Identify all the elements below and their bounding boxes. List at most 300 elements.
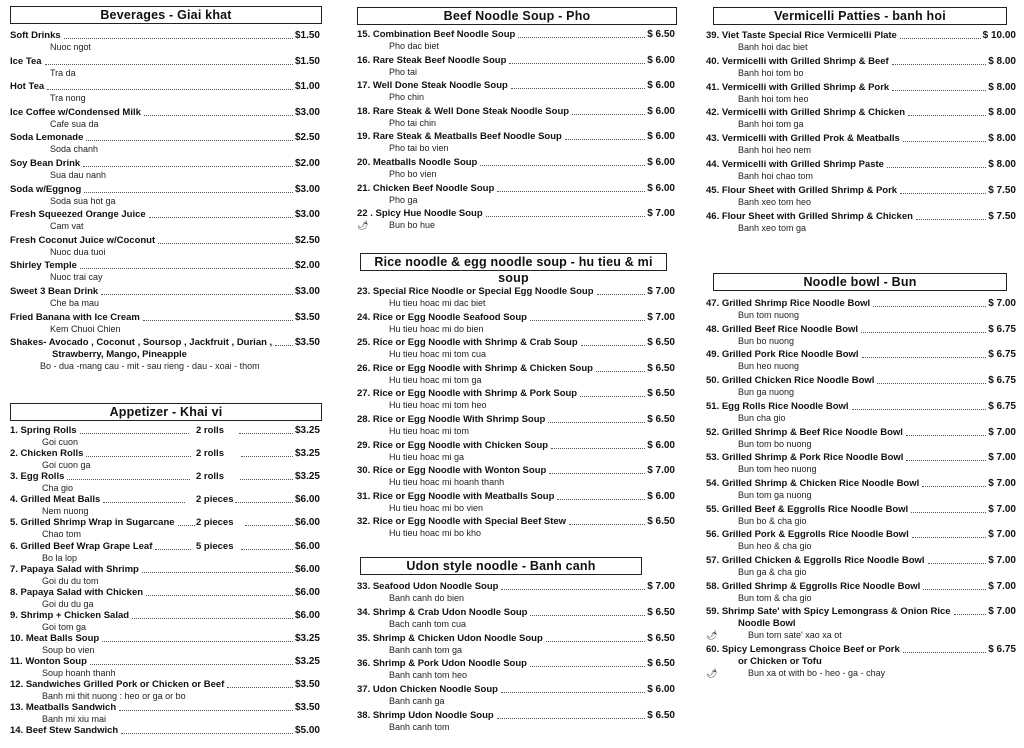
menu-item-qty: 2 rolls bbox=[196, 448, 224, 460]
menu-item-row bbox=[10, 184, 320, 196]
menu-item-name: 34. Shrimp & Crab Udon Noodle Soup bbox=[357, 606, 528, 618]
menu-item-vietnamese-name: Banh hoi tom ga bbox=[738, 119, 804, 130]
leader-dots bbox=[569, 524, 645, 525]
leader-dots bbox=[241, 549, 293, 550]
menu-item-name: 8. Papaya Salad with Chicken bbox=[10, 586, 144, 598]
menu-item-vietnamese-name: Banh xeo tom ga bbox=[738, 222, 807, 233]
menu-item bbox=[706, 427, 1016, 450]
menu-item-price: $ 6.50 bbox=[647, 658, 675, 670]
leader-dots bbox=[551, 448, 645, 449]
menu-item-name-continued: Noodle Bowl bbox=[738, 618, 796, 630]
menu-item-name: Shakes- Avocado , Coconut , Soursop , Jackfruit , Durian , bbox=[10, 337, 273, 349]
leader-dots bbox=[245, 525, 293, 526]
menu-item-vietnamese-name: Banh xeo tom heo bbox=[738, 196, 812, 207]
menu-item-qty: 5 pieces bbox=[196, 540, 234, 552]
menu-item-vietnamese-name: Banh mi thit nuong : heo or ga or bo bbox=[42, 691, 186, 702]
menu-item-name: 22 . Spicy Hue Noodle Soup bbox=[357, 208, 483, 220]
menu-item-vietnamese-name: Banh canh tom bbox=[389, 722, 450, 732]
menu-item bbox=[706, 375, 1016, 398]
leader-dots bbox=[900, 193, 986, 194]
menu-item-name: 7. Papaya Salad with Shrimp bbox=[10, 563, 139, 575]
menu-item-row bbox=[357, 29, 675, 41]
menu-item-name: 25. Rice or Egg Noodle with Shrimp & Crab Soup bbox=[357, 337, 578, 349]
menu-item-price: $ 7.00 bbox=[988, 452, 1016, 464]
menu-item-vietnamese-name: Kem Chuoi Chien bbox=[50, 323, 121, 334]
menu-item-row bbox=[10, 286, 320, 298]
menu-item-name: Soda Lemonade bbox=[10, 132, 84, 144]
leader-dots bbox=[83, 166, 293, 167]
leader-dots bbox=[102, 641, 293, 642]
menu-item-row bbox=[357, 414, 675, 426]
menu-item bbox=[10, 184, 320, 207]
leader-dots bbox=[892, 90, 986, 91]
leader-dots bbox=[90, 664, 293, 665]
menu-item-vietnamese-name: Hu tieu hoac mi ga bbox=[389, 451, 465, 462]
menu-item-row bbox=[10, 633, 320, 645]
menu-item-name: Ice Coffee w/Condensed Milk bbox=[10, 106, 141, 118]
menu-item-vietnamese-name: Bun cha gio bbox=[738, 412, 786, 423]
menu-item-price: $ 6.75 bbox=[988, 323, 1016, 335]
menu-item bbox=[10, 448, 320, 471]
menu-item bbox=[357, 710, 675, 733]
menu-item-vietnamese-name: Bun tom & cha gio bbox=[738, 592, 812, 603]
menu-item-vietnamese-name: Bun tom heo nuong bbox=[738, 464, 817, 475]
menu-item-price: $ 6.00 bbox=[647, 157, 675, 168]
menu-item-name: 14. Beef Stew Sandwich bbox=[10, 725, 119, 737]
leader-dots bbox=[275, 345, 293, 346]
menu-item-vietnamese-name: Banh canh ga bbox=[389, 696, 445, 707]
menu-item-row bbox=[706, 56, 1016, 68]
menu-item bbox=[706, 581, 1016, 604]
menu-item-row bbox=[706, 82, 1016, 94]
menu-item-price: $ 6.75 bbox=[988, 400, 1016, 412]
menu-item bbox=[357, 106, 675, 129]
menu-item bbox=[10, 158, 320, 181]
menu-item-vietnamese-name: Nuoc dua tuoi bbox=[50, 246, 106, 257]
menu-item-price: $ 6.75 bbox=[988, 644, 1016, 656]
menu-item-name: 43. Vermicelli with Grilled Prok & Meatballs bbox=[706, 133, 900, 145]
menu-item-row bbox=[10, 312, 320, 324]
menu-item-vietnamese-name: Soup hoanh thanh bbox=[42, 668, 116, 678]
menu-item bbox=[357, 516, 675, 539]
menu-item-name: 50. Grilled Chicken Rice Noodle Bowl bbox=[706, 375, 875, 387]
menu-item-name: 35. Shrimp & Chicken Udon Noodle Soup bbox=[357, 632, 543, 644]
menu-item-name: Fresh Coconut Juice w/Coconut bbox=[10, 234, 156, 246]
menu-item-price: $6.00 bbox=[294, 540, 320, 552]
menu-item-vietnamese-name: Nuoc trai cay bbox=[50, 272, 103, 283]
menu-item-price: $1.50 bbox=[294, 30, 320, 41]
menu-item-price: $3.50 bbox=[294, 679, 320, 691]
menu-item-price: $ 7.00 bbox=[647, 208, 675, 220]
menu-item-vietnamese-name: Banh canh tom ga bbox=[389, 644, 463, 655]
menu-item-row bbox=[357, 286, 675, 298]
menu-item bbox=[10, 517, 320, 540]
menu-item bbox=[357, 633, 675, 656]
menu-item bbox=[357, 581, 675, 604]
menu-item-vietnamese-name: Bun tom nuong bbox=[738, 310, 800, 320]
menu-item-row bbox=[357, 80, 675, 92]
menu-item bbox=[10, 656, 320, 679]
menu-item bbox=[357, 684, 675, 707]
menu-item-vietnamese-name: Soda chanh bbox=[50, 144, 99, 155]
menu-item-price: $ 7.00 bbox=[647, 581, 675, 592]
menu-item-vietnamese-name: Hu tieu hoac mi tom bbox=[389, 426, 470, 436]
menu-item-row bbox=[706, 504, 1016, 516]
menu-item-name: 59. Shrimp Sate' with Spicy Lemongrass & Onion Rice bbox=[706, 606, 951, 618]
menu-item-vietnamese-name: Hu tieu hoac mi tom cua bbox=[389, 349, 487, 360]
menu-item-price: $ 6.50 bbox=[647, 414, 675, 425]
menu-item bbox=[10, 30, 320, 53]
menu-item-name: 23. Special Rice Noodle or Special Egg Noodle Soup bbox=[357, 286, 594, 297]
menu-item bbox=[706, 107, 1016, 130]
leader-dots bbox=[86, 456, 190, 457]
menu-item bbox=[357, 131, 675, 154]
leader-dots bbox=[877, 383, 986, 384]
menu-item-name: 60. Spicy Lemongrass Choice Beef or Pork bbox=[706, 644, 900, 656]
menu-item-row bbox=[357, 633, 675, 645]
menu-item-vietnamese-name: Tra da bbox=[50, 67, 76, 78]
leader-dots bbox=[887, 167, 986, 168]
menu-item bbox=[706, 324, 1016, 347]
leader-dots bbox=[572, 114, 645, 115]
menu-item-row bbox=[706, 211, 1016, 223]
menu-item-price: $ 6.00 bbox=[647, 490, 675, 502]
menu-item-vietnamese-name: Hu tieu hoac mi dac biet bbox=[389, 298, 486, 308]
menu-item-vietnamese-name: Pho chin bbox=[389, 92, 425, 103]
menu-item-name: 57. Grilled Chicken & Eggrolls Rice Noodle Bowl bbox=[706, 555, 925, 566]
leader-dots bbox=[143, 320, 293, 321]
menu-item-vietnamese-name: Hu tieu hoac mi hoanh thanh bbox=[389, 477, 505, 488]
menu-item-price: $3.00 bbox=[294, 183, 320, 195]
menu-item-vietnamese-name: Pho ga bbox=[389, 194, 418, 205]
menu-item-row bbox=[706, 107, 1016, 119]
menu-item bbox=[10, 286, 320, 309]
menu-item-vietnamese-name: Goi cuon bbox=[42, 437, 79, 447]
menu-item bbox=[357, 208, 675, 231]
menu-item-vietnamese-name: Banh hoi dac biet bbox=[738, 42, 808, 52]
menu-item-row bbox=[357, 183, 675, 195]
menu-item-name: 10. Meat Balls Soup bbox=[10, 632, 100, 644]
menu-item-row bbox=[357, 684, 675, 696]
menu-item-row bbox=[10, 107, 320, 119]
menu-item bbox=[10, 81, 320, 104]
menu-item-vietnamese-name: Cam vat bbox=[50, 221, 84, 232]
menu-item-name: Soy Bean Drink bbox=[10, 158, 81, 169]
menu-item-price: $3.25 bbox=[294, 448, 320, 460]
menu-item-vietnamese-name: Bun tom ga nuong bbox=[738, 489, 812, 500]
menu-item-vietnamese-name: Bun ga & cha gio bbox=[738, 567, 807, 577]
menu-item-vietnamese-name: Banh canh tom heo bbox=[389, 670, 468, 681]
menu-item-row bbox=[357, 363, 675, 375]
leader-dots bbox=[912, 537, 986, 538]
leader-dots bbox=[565, 139, 645, 140]
menu-item-row bbox=[706, 478, 1016, 490]
menu-item bbox=[357, 337, 675, 360]
menu-item-price: $ 7.00 bbox=[988, 606, 1016, 618]
menu-item-row bbox=[357, 388, 675, 400]
menu-item bbox=[706, 452, 1016, 475]
leader-dots bbox=[511, 88, 645, 89]
leader-dots bbox=[892, 64, 987, 65]
menu-item-price: $ 7.00 bbox=[647, 311, 675, 323]
menu-item-price: $3.50 bbox=[294, 337, 320, 349]
menu-item bbox=[706, 401, 1016, 424]
menu-item-price: $6.00 bbox=[294, 517, 320, 529]
leader-dots bbox=[241, 456, 293, 457]
menu-item bbox=[357, 80, 675, 103]
menu-item-price: $ 6.00 bbox=[647, 80, 675, 92]
menu-item-row bbox=[357, 658, 675, 670]
menu-item bbox=[357, 363, 675, 386]
menu-item-price: $ 6.75 bbox=[988, 375, 1016, 387]
leader-dots bbox=[596, 371, 645, 372]
menu-item bbox=[10, 471, 320, 494]
menu-item-vietnamese-name: Pho dac biet bbox=[389, 41, 440, 51]
menu-item-vietnamese-name: Goi du du ga bbox=[42, 598, 94, 609]
leader-dots bbox=[103, 502, 184, 503]
menu-item-name: 13. Meatballs Sandwich bbox=[10, 702, 117, 714]
menu-item-row bbox=[357, 607, 675, 619]
menu-item-name: 56. Grilled Pork & Eggrolls Rice Noodle Bowl bbox=[706, 529, 909, 541]
menu-item-vietnamese-name: Pho bo vien bbox=[389, 169, 437, 179]
menu-item-name: 20. Meatballs Noodle Soup bbox=[357, 157, 478, 168]
menu-item bbox=[706, 529, 1016, 552]
menu-item-row bbox=[357, 465, 675, 477]
menu-item bbox=[706, 56, 1016, 79]
leader-dots bbox=[80, 268, 293, 269]
leader-dots bbox=[132, 618, 293, 619]
menu-item-vietnamese-name: Pho tai bbox=[389, 66, 418, 77]
menu-item-price: $ 7.00 bbox=[647, 465, 675, 477]
menu-item-name: 48. Grilled Beef Rice Noodle Bowl bbox=[706, 323, 859, 335]
menu-item bbox=[357, 312, 675, 335]
menu-item-price: $2.00 bbox=[294, 158, 320, 169]
menu-item-vietnamese-name: Soda sua hot ga bbox=[50, 195, 116, 206]
menu-item bbox=[357, 55, 675, 78]
leader-dots bbox=[235, 502, 293, 503]
menu-item-name-continued: Strawberry, Mango, Pineapple bbox=[52, 349, 187, 361]
menu-item-row bbox=[706, 555, 1016, 567]
menu-item-row bbox=[706, 349, 1016, 361]
leader-dots bbox=[227, 687, 293, 688]
menu-item-price: $ 8.00 bbox=[988, 81, 1016, 93]
leader-dots bbox=[903, 652, 986, 653]
menu-item-name: 19. Rare Steak & Meatballs Beef Noodle Soup bbox=[357, 131, 562, 143]
menu-item-name: 6. Grilled Beef Wrap Grape Leaf bbox=[10, 540, 153, 552]
udon-heading: Udon style noodle - Banh canh bbox=[360, 557, 642, 575]
menu-item-price: $ 6.00 bbox=[647, 105, 675, 117]
menu-item-name: 12. Sandwiches Grilled Pork or Chicken or Beef bbox=[10, 679, 225, 691]
menu-item-name: 42. Vermicelli with Grilled Shrimp & Chicken bbox=[706, 107, 906, 119]
leader-dots bbox=[530, 320, 645, 321]
menu-item-row bbox=[357, 157, 675, 169]
leader-dots bbox=[873, 306, 986, 307]
menu-item-name: 44. Vermicelli with Grilled Shrimp Paste bbox=[706, 159, 884, 170]
menu-item-name: 51. Egg Rolls Rice Noodle Bowl bbox=[706, 400, 849, 412]
menu-item bbox=[706, 30, 1016, 53]
menu-item-vietnamese-name: Banh hoi heo nem bbox=[738, 145, 812, 156]
menu-item-price: $ 6.50 bbox=[647, 606, 675, 618]
menu-item-name: 17. Well Done Steak Noodle Soup bbox=[357, 80, 508, 92]
leader-dots bbox=[178, 525, 195, 526]
menu-item bbox=[10, 541, 320, 564]
menu-item-vietnamese-name: Tra nong bbox=[50, 93, 86, 104]
menu-item bbox=[357, 414, 675, 437]
menu-item-price: $5.00 bbox=[294, 725, 320, 737]
menu-item-row bbox=[357, 516, 675, 528]
menu-item-row bbox=[10, 494, 320, 506]
menu-item-row bbox=[10, 541, 320, 553]
menu-item bbox=[10, 56, 320, 79]
menu-item bbox=[10, 132, 320, 155]
menu-item-name: Soft Drinks bbox=[10, 30, 61, 41]
menu-item-row bbox=[357, 55, 675, 67]
menu-item bbox=[706, 159, 1016, 182]
leader-dots bbox=[530, 615, 645, 616]
menu-item-name: 21. Chicken Beef Noodle Soup bbox=[357, 182, 495, 194]
menu-item-price: $ 6.50 bbox=[647, 337, 675, 349]
bun-heading: Noodle bowl - Bun bbox=[713, 273, 1007, 291]
menu-item-row bbox=[357, 491, 675, 503]
menu-item-name: 53. Grilled Shrimp & Pork Rice Noodle Bowl bbox=[706, 452, 904, 464]
menu-item-name: 24. Rice or Egg Noodle Seafood Soup bbox=[357, 311, 527, 323]
menu-item-vietnamese-name: Goi tom ga bbox=[42, 621, 87, 632]
menu-item bbox=[10, 494, 320, 517]
menu-item bbox=[706, 644, 1016, 679]
menu-item-name: 29. Rice or Egg Noodle with Chicken Soup bbox=[357, 439, 549, 451]
leader-dots bbox=[45, 64, 293, 65]
menu-item-row bbox=[10, 656, 320, 668]
menu-item-name: 46. Flour Sheet with Grilled Shrimp & Chicken bbox=[706, 210, 913, 222]
menu-item-row bbox=[10, 610, 320, 622]
menu-item-price: $ 6.00 bbox=[647, 439, 675, 451]
leader-dots bbox=[852, 409, 987, 410]
leader-dots bbox=[548, 422, 645, 423]
beverages-heading: Beverages - Giai khat bbox=[10, 6, 322, 24]
menu-item-price: $3.25 bbox=[294, 471, 320, 483]
menu-item bbox=[357, 465, 675, 488]
menu-item-name: Hot Tea bbox=[10, 81, 45, 93]
menu-item-row bbox=[706, 185, 1016, 197]
menu-item-vietnamese-name: Banh hoi tom bo bbox=[738, 67, 804, 78]
pho-heading: Beef Noodle Soup - Pho bbox=[357, 7, 677, 25]
menu-item-price: $ 8.00 bbox=[988, 133, 1016, 145]
leader-dots bbox=[906, 460, 986, 461]
menu-item-row bbox=[706, 159, 1016, 171]
menu-item-name: 45. Flour Sheet with Grilled Shrimp & Pork bbox=[706, 184, 898, 196]
menu-item-row bbox=[357, 131, 675, 143]
menu-item-name: 2. Chicken Rolls bbox=[10, 448, 84, 460]
menu-item-price: $ 6.00 bbox=[647, 182, 675, 194]
menu-item-price: $ 6.50 bbox=[647, 29, 675, 40]
menu-item-qty: 2 rolls bbox=[196, 425, 224, 436]
menu-item-vietnamese-name: Bun heo nuong bbox=[738, 361, 800, 372]
leader-dots bbox=[146, 595, 293, 596]
menu-item bbox=[10, 209, 320, 232]
leader-dots bbox=[923, 589, 986, 590]
menu-item-vietnamese-name: Pho tai chin bbox=[389, 117, 437, 128]
menu-item-name: Ice Tea bbox=[10, 55, 42, 67]
menu-item-row bbox=[10, 702, 320, 714]
leader-dots bbox=[911, 512, 986, 513]
menu-item-price: $ 8.00 bbox=[988, 159, 1016, 170]
menu-item-name: 28. Rice or Egg Noodle With Shrimp Soup bbox=[357, 414, 546, 425]
menu-item bbox=[10, 337, 320, 372]
menu-item-vietnamese-name: Sua dau nanh bbox=[50, 170, 107, 180]
menu-item-row bbox=[706, 133, 1016, 145]
chili-pepper-icon: 🌶 bbox=[706, 630, 718, 641]
menu-item-name: 47. Grilled Shrimp Rice Noodle Bowl bbox=[706, 298, 871, 309]
menu-item-row bbox=[706, 581, 1016, 593]
leader-dots bbox=[518, 37, 645, 38]
menu-item-price: $3.00 bbox=[294, 209, 320, 221]
menu-item-name: 55. Grilled Beef & Eggrolls Rice Noodle Bowl bbox=[706, 503, 909, 515]
menu-item-name: 15. Combination Beef Noodle Soup bbox=[357, 29, 516, 40]
menu-item-name: 9. Shrimp + Chicken Salad bbox=[10, 609, 130, 621]
menu-item-price: $ 8.00 bbox=[988, 107, 1016, 119]
menu-item-price: $ 6.00 bbox=[647, 131, 675, 143]
menu-item bbox=[706, 185, 1016, 208]
menu-item bbox=[357, 658, 675, 681]
menu-item-row bbox=[706, 375, 1016, 387]
menu-item-name: 38. Shrimp Udon Noodle Soup bbox=[357, 710, 494, 721]
menu-item-name: 16. Rare Steak Beef Noodle Soup bbox=[357, 54, 507, 66]
menu-item bbox=[10, 610, 320, 633]
menu-item-row bbox=[706, 324, 1016, 336]
menu-item-vietnamese-name: Banh canh do bien bbox=[389, 593, 465, 603]
menu-item-vietnamese-name: Nem nuong bbox=[42, 506, 89, 517]
leader-dots bbox=[509, 63, 645, 64]
leader-dots bbox=[903, 141, 986, 142]
menu-item-vietnamese-name: Cafe sua da bbox=[50, 118, 99, 129]
leader-dots bbox=[501, 692, 645, 693]
menu-item-name: 31. Rice or Egg Noodle with Meatballs Soup bbox=[357, 490, 555, 502]
menu-item-vietnamese-name: Bun tom sate' xao xa ot bbox=[748, 630, 842, 641]
menu-item-name: Soda w/Eggnog bbox=[10, 183, 82, 195]
menu-item-vietnamese-name: Hu tieu hoac mi bo vien bbox=[389, 502, 484, 513]
leader-dots bbox=[239, 433, 293, 434]
leader-dots bbox=[101, 294, 293, 295]
menu-item-price: $ 6.50 bbox=[647, 362, 675, 374]
menu-item-qty: 2 pieces bbox=[196, 517, 234, 529]
menu-item-price: $2.00 bbox=[294, 260, 320, 272]
menu-item-row bbox=[706, 298, 1016, 310]
menu-item-vietnamese-name: Soup bo vien bbox=[42, 644, 95, 655]
menu-item bbox=[357, 286, 675, 309]
menu-item-row bbox=[10, 81, 320, 93]
menu-item-row bbox=[10, 587, 320, 599]
menu-item-name: 11. Wonton Soup bbox=[10, 656, 87, 667]
menu-item-name: 1. Spring Rolls bbox=[10, 425, 77, 436]
menu-item-row bbox=[357, 710, 675, 722]
menu-item-row bbox=[10, 56, 320, 68]
menu-item-price: $ 7.00 bbox=[647, 286, 675, 297]
menu-item-row bbox=[10, 679, 320, 691]
menu-item-price: $ 7.00 bbox=[988, 477, 1016, 489]
menu-item-row bbox=[10, 517, 320, 529]
menu-item-price: $6.00 bbox=[294, 563, 320, 575]
menu-item-vietnamese-name: Pho tai bo vien bbox=[389, 143, 449, 154]
menu-item-row bbox=[10, 725, 320, 737]
menu-item-vietnamese-name: Bun tom bo nuong bbox=[738, 438, 812, 449]
leader-dots bbox=[922, 486, 986, 487]
menu-item bbox=[706, 349, 1016, 372]
menu-item-vietnamese-name: Hu tieu hoac mi bo kho bbox=[389, 528, 482, 539]
menu-item-price: $3.25 bbox=[294, 632, 320, 644]
menu-item-price: $ 7.50 bbox=[988, 184, 1016, 196]
menu-item-price: $ 7.00 bbox=[988, 529, 1016, 541]
menu-item-price: $ 6.50 bbox=[647, 516, 675, 528]
